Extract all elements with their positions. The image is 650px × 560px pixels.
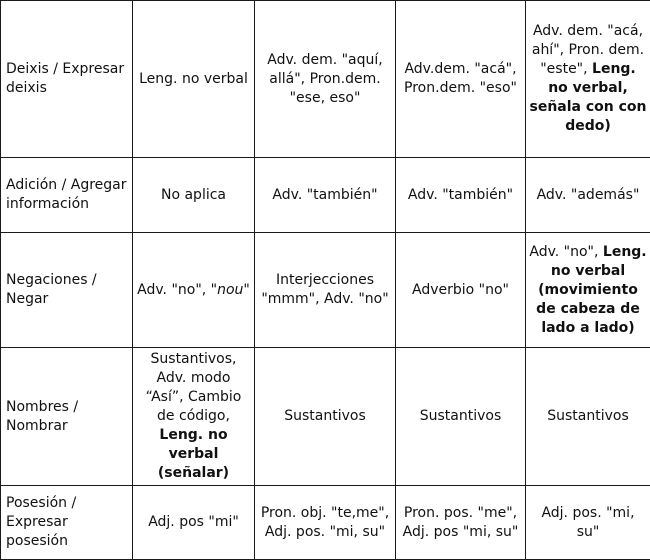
table-row-deixis — [1, 1, 650, 158]
cell-negaciones-col3: Adverbio "no" — [396, 233, 526, 348]
row-label-deixis: Deixis / Expresar deixis — [1, 1, 133, 158]
cell-nombres-col1: Sustantivos, Adv. modo “Así”, Cambio de código, Leng. no verbal (señalar) — [133, 348, 255, 486]
cell-posesion-col4: Adj. pos. "mi, su" — [526, 486, 650, 560]
cell-deixis-col1: Leng. no verbal — [133, 1, 255, 158]
cell-negaciones-col2: Interjecciones "mmm", Adv. "no" — [255, 233, 396, 348]
cell-negaciones-col1: Adv. "no", "nou" — [133, 233, 255, 348]
cell-deixis-col4: Adv. dem. "acá, ahí", Pron. dem. "este", Leng. no verbal, señala con con dedo) — [526, 1, 650, 158]
cell-nombres-col3: Sustantivos — [396, 348, 526, 486]
cell-adicion-col3: Adv. "también" — [396, 158, 526, 233]
table-row-posesion — [1, 486, 650, 560]
cell-adicion-col1: No aplica — [133, 158, 255, 233]
cell-deixis-col2: Adv. dem. "aquí, allá", Pron.dem. "ese, eso" — [255, 1, 396, 158]
cell-nombres-col2: Sustantivos — [255, 348, 396, 486]
row-label-nombres: Nombres / Nombrar — [1, 348, 133, 486]
row-label-negaciones: Negaciones / Negar — [1, 233, 133, 348]
table-row-negaciones — [1, 233, 650, 348]
cell-adicion-col4: Adv. "además" — [526, 158, 650, 233]
cell-negaciones-col4: Adv. "no", Leng. no verbal (movimiento de cabeza de lado a lado) — [526, 233, 650, 348]
cell-nombres-col4: Sustantivos — [526, 348, 650, 486]
cell-deixis-col3: Adv.dem. "acá", Pron.dem. "eso" — [396, 1, 526, 158]
table-row-nombres — [1, 348, 650, 486]
cell-adicion-col2: Adv. "también" — [255, 158, 396, 233]
row-label-adicion: Adición / Agregar información — [1, 158, 133, 233]
cell-posesion-col2: Pron. obj. "te,me", Adj. pos. "mi, su" — [255, 486, 396, 560]
table-row-adicion — [1, 158, 650, 233]
cell-posesion-col1: Adj. pos "mi" — [133, 486, 255, 560]
cell-posesion-col3: Pron. pos. "me", Adj. pos "mi, su" — [396, 486, 526, 560]
row-label-posesion: Posesión / Expresar posesión — [1, 486, 133, 560]
